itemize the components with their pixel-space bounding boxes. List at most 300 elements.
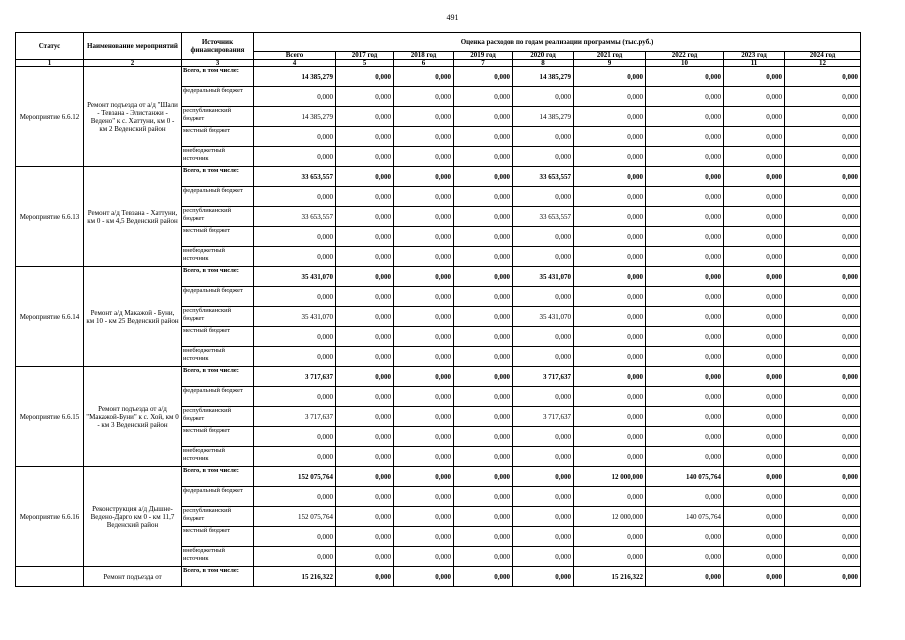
header-estimate: Оценка расходов по годам реализации программы (тыс.руб.)	[254, 33, 861, 52]
amount-cell: 0,000	[785, 347, 861, 367]
measure-status: Мероприятие 6.6.16	[16, 467, 84, 567]
amount-cell: 0,000	[646, 167, 724, 187]
amount-cell: 0,000	[454, 527, 513, 547]
amount-cell: 0,000	[574, 87, 646, 107]
amount-cell: 0,000	[394, 147, 454, 167]
amount-cell: 0,000	[785, 547, 861, 567]
funding-source: местный бюджет	[182, 427, 254, 447]
amount-cell: 3 717,637	[513, 407, 574, 427]
measure-status	[16, 567, 84, 587]
amount-cell: 0,000	[394, 467, 454, 487]
amount-cell: 0,000	[785, 187, 861, 207]
amount-cell: 0,000	[785, 287, 861, 307]
expenses-table	[15, 32, 861, 587]
amount-cell: 0,000	[574, 107, 646, 127]
amount-cell: 0,000	[724, 347, 785, 367]
amount-cell: 0,000	[394, 87, 454, 107]
amount-cell: 0,000	[513, 347, 574, 367]
amount-cell: 0,000	[724, 547, 785, 567]
amount-cell: 0,000	[724, 147, 785, 167]
header-year: 2020 год	[513, 52, 574, 60]
header-year: 2023 год	[724, 52, 785, 60]
amount-cell: 0,000	[336, 507, 394, 527]
measure-status: Мероприятие 6.6.13	[16, 167, 84, 267]
amount-cell: 0,000	[724, 527, 785, 547]
amount-cell: 0,000	[513, 547, 574, 567]
amount-cell: 0,000	[336, 307, 394, 327]
amount-cell: 0,000	[785, 267, 861, 287]
amount-cell: 0,000	[724, 427, 785, 447]
funding-source: республиканский бюджет	[182, 407, 254, 427]
amount-cell: 0,000	[724, 567, 785, 587]
amount-cell: 0,000	[336, 327, 394, 347]
amount-cell: 0,000	[574, 407, 646, 427]
amount-cell: 0,000	[724, 67, 785, 87]
amount-cell: 0,000	[336, 107, 394, 127]
amount-cell: 0,000	[574, 307, 646, 327]
amount-cell: 0,000	[646, 327, 724, 347]
amount-cell: 0,000	[336, 207, 394, 227]
amount-cell: 0,000	[454, 567, 513, 587]
amount-cell: 0,000	[724, 227, 785, 247]
amount-cell: 0,000	[646, 427, 724, 447]
amount-cell: 0,000	[646, 387, 724, 407]
amount-cell: 0,000	[254, 387, 336, 407]
amount-cell: 0,000	[394, 187, 454, 207]
funding-source: федеральный бюджет	[182, 187, 254, 207]
amount-cell: 0,000	[513, 327, 574, 347]
amount-cell: 0,000	[646, 147, 724, 167]
amount-cell: 0,000	[513, 227, 574, 247]
amount-cell: 0,000	[336, 567, 394, 587]
amount-cell: 0,000	[336, 467, 394, 487]
amount-cell: 0,000	[574, 267, 646, 287]
amount-cell: 0,000	[454, 67, 513, 87]
amount-cell: 0,000	[454, 447, 513, 467]
amount-cell: 15 216,322	[254, 567, 336, 587]
header-colnum: 1	[16, 60, 84, 67]
amount-cell: 35 431,070	[513, 267, 574, 287]
header-source: Источник финансирования	[182, 33, 254, 60]
amount-cell: 0,000	[785, 327, 861, 347]
amount-cell: 0,000	[785, 167, 861, 187]
header-colnum: 4	[254, 60, 336, 67]
amount-cell: 0,000	[454, 387, 513, 407]
measure-name: Ремонт подъезда от	[84, 567, 182, 587]
amount-cell: 0,000	[254, 487, 336, 507]
amount-cell: 0,000	[785, 367, 861, 387]
funding-source: внебюджетный источник	[182, 547, 254, 567]
amount-cell: 0,000	[646, 287, 724, 307]
amount-cell: 0,000	[454, 107, 513, 127]
header-status: Статус	[16, 33, 84, 60]
amount-cell: 0,000	[254, 287, 336, 307]
amount-cell: 0,000	[724, 247, 785, 267]
amount-cell: 0,000	[513, 447, 574, 467]
amount-cell: 0,000	[254, 227, 336, 247]
measure-status: Мероприятие 6.6.14	[16, 267, 84, 367]
measure-name: Ремонт а/д Макажой - Буни, км 10 - км 25 Веденский район	[84, 267, 182, 367]
amount-cell: 0,000	[454, 427, 513, 447]
amount-cell: 33 653,557	[254, 207, 336, 227]
amount-cell: 0,000	[254, 147, 336, 167]
amount-cell: 0,000	[724, 267, 785, 287]
amount-cell: 0,000	[513, 527, 574, 547]
amount-cell: 152 075,764	[254, 467, 336, 487]
amount-cell: 0,000	[574, 427, 646, 447]
amount-cell: 0,000	[724, 127, 785, 147]
amount-cell: 0,000	[336, 247, 394, 267]
amount-cell: 0,000	[574, 67, 646, 87]
measure-name: Ремонт подъезда от а/д "Шали - Тевзана - Элистанжи - Ведено" к с. Хаттуни, км 0 - км 2 Веденский район	[84, 67, 182, 167]
amount-cell: 0,000	[254, 547, 336, 567]
funding-source: Всего, в том числе:	[182, 467, 254, 487]
amount-cell: 0,000	[513, 147, 574, 167]
amount-cell: 14 385,279	[254, 67, 336, 87]
funding-source: местный бюджет	[182, 227, 254, 247]
amount-cell: 0,000	[336, 147, 394, 167]
amount-cell: 35 431,070	[254, 307, 336, 327]
amount-cell: 0,000	[454, 87, 513, 107]
header-colnum: 9	[574, 60, 646, 67]
amount-cell: 0,000	[454, 487, 513, 507]
amount-cell: 33 653,557	[513, 207, 574, 227]
amount-cell: 0,000	[394, 547, 454, 567]
amount-cell: 0,000	[785, 67, 861, 87]
amount-cell: 0,000	[785, 527, 861, 547]
funding-source: Всего, в том числе:	[182, 67, 254, 87]
amount-cell: 0,000	[454, 507, 513, 527]
page-number: 491	[446, 13, 459, 22]
amount-cell: 0,000	[724, 187, 785, 207]
amount-cell: 0,000	[394, 307, 454, 327]
header-total: Всего	[254, 52, 336, 60]
amount-cell: 0,000	[254, 427, 336, 447]
header-colnum: 12	[785, 60, 861, 67]
amount-cell: 0,000	[574, 147, 646, 167]
funding-source: внебюджетный источник	[182, 347, 254, 367]
amount-cell: 35 431,070	[513, 307, 574, 327]
amount-cell: 0,000	[336, 427, 394, 447]
amount-cell: 0,000	[513, 127, 574, 147]
amount-cell: 0,000	[394, 267, 454, 287]
amount-cell: 3 717,637	[254, 367, 336, 387]
amount-cell: 0,000	[646, 187, 724, 207]
amount-cell: 0,000	[574, 547, 646, 567]
amount-cell: 0,000	[454, 307, 513, 327]
amount-cell: 0,000	[646, 67, 724, 87]
amount-cell: 0,000	[646, 127, 724, 147]
funding-source: федеральный бюджет	[182, 487, 254, 507]
amount-cell: 0,000	[336, 347, 394, 367]
amount-cell: 0,000	[394, 527, 454, 547]
amount-cell: 0,000	[394, 487, 454, 507]
header-year: 2024 год	[785, 52, 861, 60]
amount-cell: 0,000	[724, 507, 785, 527]
amount-cell: 0,000	[394, 227, 454, 247]
amount-cell: 0,000	[724, 467, 785, 487]
amount-cell: 0,000	[785, 247, 861, 267]
amount-cell: 0,000	[454, 367, 513, 387]
amount-cell: 14 385,279	[513, 67, 574, 87]
amount-cell: 0,000	[646, 347, 724, 367]
measure-status: Мероприятие 6.6.12	[16, 67, 84, 167]
amount-cell: 0,000	[254, 247, 336, 267]
amount-cell: 0,000	[574, 347, 646, 367]
amount-cell: 0,000	[574, 287, 646, 307]
amount-cell: 0,000	[336, 487, 394, 507]
header-colnum: 10	[646, 60, 724, 67]
amount-cell: 0,000	[454, 287, 513, 307]
amount-cell: 0,000	[724, 487, 785, 507]
amount-cell: 0,000	[394, 367, 454, 387]
amount-cell: 0,000	[646, 87, 724, 107]
amount-cell: 14 385,279	[254, 107, 336, 127]
amount-cell: 0,000	[513, 427, 574, 447]
amount-cell: 0,000	[785, 447, 861, 467]
table-row	[16, 367, 861, 387]
amount-cell: 0,000	[646, 267, 724, 287]
amount-cell: 0,000	[394, 347, 454, 367]
amount-cell: 0,000	[724, 387, 785, 407]
amount-cell: 0,000	[394, 287, 454, 307]
funding-source: федеральный бюджет	[182, 287, 254, 307]
amount-cell: 0,000	[513, 467, 574, 487]
amount-cell: 0,000	[394, 207, 454, 227]
amount-cell: 0,000	[574, 527, 646, 547]
amount-cell: 0,000	[574, 187, 646, 207]
header-colnum: 3	[182, 60, 254, 67]
amount-cell: 140 075,764	[646, 507, 724, 527]
amount-cell: 0,000	[454, 247, 513, 267]
amount-cell: 0,000	[454, 167, 513, 187]
header-year: 2021 год	[574, 52, 646, 60]
header-name: Наименование мероприятий	[84, 33, 182, 60]
amount-cell: 0,000	[254, 187, 336, 207]
header-year: 2022 год	[646, 52, 724, 60]
header-colnum: 8	[513, 60, 574, 67]
table-row	[16, 267, 861, 287]
header-year: 2019 год	[454, 52, 513, 60]
funding-source: местный бюджет	[182, 527, 254, 547]
amount-cell: 0,000	[724, 107, 785, 127]
amount-cell: 0,000	[574, 487, 646, 507]
amount-cell: 140 075,764	[646, 467, 724, 487]
amount-cell: 0,000	[785, 487, 861, 507]
amount-cell: 0,000	[454, 187, 513, 207]
amount-cell: 0,000	[646, 407, 724, 427]
measure-name: Реконструкция а/д Дышне-Ведено-Дарго км 0 - км 11,7 Веденский район	[84, 467, 182, 567]
measure-status: Мероприятие 6.6.15	[16, 367, 84, 467]
amount-cell: 0,000	[785, 427, 861, 447]
amount-cell: 0,000	[724, 307, 785, 327]
amount-cell: 12 000,000	[574, 507, 646, 527]
amount-cell: 0,000	[785, 207, 861, 227]
amount-cell: 0,000	[394, 127, 454, 147]
amount-cell: 0,000	[785, 467, 861, 487]
amount-cell: 0,000	[785, 307, 861, 327]
amount-cell: 0,000	[454, 207, 513, 227]
amount-cell: 0,000	[394, 447, 454, 467]
amount-cell: 0,000	[785, 227, 861, 247]
amount-cell: 0,000	[646, 527, 724, 547]
amount-cell: 3 717,637	[254, 407, 336, 427]
header-colnum: 7	[454, 60, 513, 67]
amount-cell: 0,000	[336, 407, 394, 427]
amount-cell: 0,000	[394, 567, 454, 587]
amount-cell: 0,000	[724, 287, 785, 307]
amount-cell: 0,000	[336, 67, 394, 87]
amount-cell: 0,000	[646, 107, 724, 127]
amount-cell: 0,000	[254, 527, 336, 547]
funding-source: Всего, в том числе:	[182, 267, 254, 287]
amount-cell: 15 216,322	[574, 567, 646, 587]
amount-cell: 0,000	[646, 487, 724, 507]
amount-cell: 0,000	[454, 227, 513, 247]
amount-cell: 0,000	[724, 207, 785, 227]
amount-cell: 0,000	[513, 567, 574, 587]
amount-cell: 0,000	[785, 127, 861, 147]
funding-source: республиканский бюджет	[182, 107, 254, 127]
funding-source: внебюджетный источник	[182, 247, 254, 267]
amount-cell: 0,000	[254, 327, 336, 347]
amount-cell: 35 431,070	[254, 267, 336, 287]
header-colnum: 11	[724, 60, 785, 67]
amount-cell: 0,000	[513, 387, 574, 407]
amount-cell: 0,000	[646, 307, 724, 327]
amount-cell: 0,000	[254, 87, 336, 107]
amount-cell: 0,000	[454, 147, 513, 167]
amount-cell: 0,000	[574, 367, 646, 387]
amount-cell: 0,000	[336, 527, 394, 547]
amount-cell: 14 385,279	[513, 107, 574, 127]
amount-cell: 0,000	[513, 507, 574, 527]
amount-cell: 0,000	[513, 87, 574, 107]
amount-cell: 0,000	[574, 247, 646, 267]
amount-cell: 12 000,000	[574, 467, 646, 487]
amount-cell: 0,000	[336, 387, 394, 407]
amount-cell: 0,000	[336, 287, 394, 307]
funding-source: внебюджетный источник	[182, 147, 254, 167]
amount-cell: 0,000	[394, 507, 454, 527]
amount-cell: 0,000	[574, 327, 646, 347]
amount-cell: 33 653,557	[513, 167, 574, 187]
amount-cell: 0,000	[254, 127, 336, 147]
measure-name: Ремонт подъезда от а/д "Макажой-Буни" к с. Хой, км 0 - км 3 Веденский район	[84, 367, 182, 467]
header-colnum: 2	[84, 60, 182, 67]
funding-source: Всего, в том числе:	[182, 367, 254, 387]
table-row	[16, 567, 861, 587]
amount-cell: 0,000	[394, 247, 454, 267]
amount-cell: 0,000	[724, 407, 785, 427]
funding-source: местный бюджет	[182, 327, 254, 347]
funding-source: внебюджетный источник	[182, 447, 254, 467]
funding-source: Всего, в том числе:	[182, 567, 254, 587]
amount-cell: 0,000	[394, 167, 454, 187]
amount-cell: 0,000	[724, 87, 785, 107]
funding-source: республиканский бюджет	[182, 307, 254, 327]
amount-cell: 0,000	[574, 227, 646, 247]
amount-cell: 0,000	[724, 327, 785, 347]
funding-source: республиканский бюджет	[182, 507, 254, 527]
amount-cell: 33 653,557	[254, 167, 336, 187]
amount-cell: 0,000	[254, 447, 336, 467]
amount-cell: 0,000	[785, 87, 861, 107]
amount-cell: 0,000	[724, 167, 785, 187]
amount-cell: 0,000	[574, 387, 646, 407]
amount-cell: 0,000	[513, 247, 574, 267]
funding-source: Всего, в том числе:	[182, 167, 254, 187]
amount-cell: 0,000	[574, 447, 646, 467]
amount-cell: 0,000	[454, 127, 513, 147]
amount-cell: 0,000	[336, 367, 394, 387]
amount-cell: 0,000	[574, 127, 646, 147]
amount-cell: 0,000	[646, 367, 724, 387]
amount-cell: 0,000	[336, 447, 394, 467]
amount-cell: 0,000	[785, 407, 861, 427]
amount-cell: 0,000	[646, 547, 724, 567]
amount-cell: 0,000	[336, 547, 394, 567]
amount-cell: 0,000	[336, 187, 394, 207]
amount-cell: 0,000	[394, 327, 454, 347]
amount-cell: 0,000	[394, 387, 454, 407]
amount-cell: 0,000	[785, 107, 861, 127]
amount-cell: 0,000	[513, 187, 574, 207]
amount-cell: 0,000	[646, 247, 724, 267]
amount-cell: 0,000	[454, 547, 513, 567]
header-colnum: 5	[336, 60, 394, 67]
amount-cell: 0,000	[454, 467, 513, 487]
amount-cell: 0,000	[454, 347, 513, 367]
amount-cell: 0,000	[646, 447, 724, 467]
amount-cell: 0,000	[646, 227, 724, 247]
amount-cell: 0,000	[336, 127, 394, 147]
amount-cell: 0,000	[394, 67, 454, 87]
amount-cell: 0,000	[336, 267, 394, 287]
amount-cell: 0,000	[574, 207, 646, 227]
amount-cell: 0,000	[513, 287, 574, 307]
header-colnum: 6	[394, 60, 454, 67]
amount-cell: 0,000	[785, 147, 861, 167]
amount-cell: 0,000	[336, 87, 394, 107]
amount-cell: 152 075,764	[254, 507, 336, 527]
amount-cell: 0,000	[454, 327, 513, 347]
table-row	[16, 67, 861, 87]
amount-cell: 0,000	[724, 447, 785, 467]
amount-cell: 0,000	[785, 387, 861, 407]
amount-cell: 0,000	[785, 567, 861, 587]
funding-source: местный бюджет	[182, 127, 254, 147]
funding-source: федеральный бюджет	[182, 87, 254, 107]
amount-cell: 0,000	[394, 107, 454, 127]
amount-cell: 0,000	[454, 407, 513, 427]
header-year: 2018 год	[394, 52, 454, 60]
amount-cell: 0,000	[454, 267, 513, 287]
amount-cell: 3 717,637	[513, 367, 574, 387]
amount-cell: 0,000	[254, 347, 336, 367]
amount-cell: 0,000	[724, 367, 785, 387]
amount-cell: 0,000	[336, 167, 394, 187]
amount-cell: 0,000	[336, 227, 394, 247]
amount-cell: 0,000	[574, 167, 646, 187]
header-year: 2017 год	[336, 52, 394, 60]
table-row	[16, 467, 861, 487]
measure-name: Ремонт а/д Тевзана - Хаттуни, км 0 - км 4,5 Веденский район	[84, 167, 182, 267]
amount-cell: 0,000	[394, 407, 454, 427]
amount-cell: 0,000	[646, 567, 724, 587]
amount-cell: 0,000	[513, 487, 574, 507]
amount-cell: 0,000	[394, 427, 454, 447]
